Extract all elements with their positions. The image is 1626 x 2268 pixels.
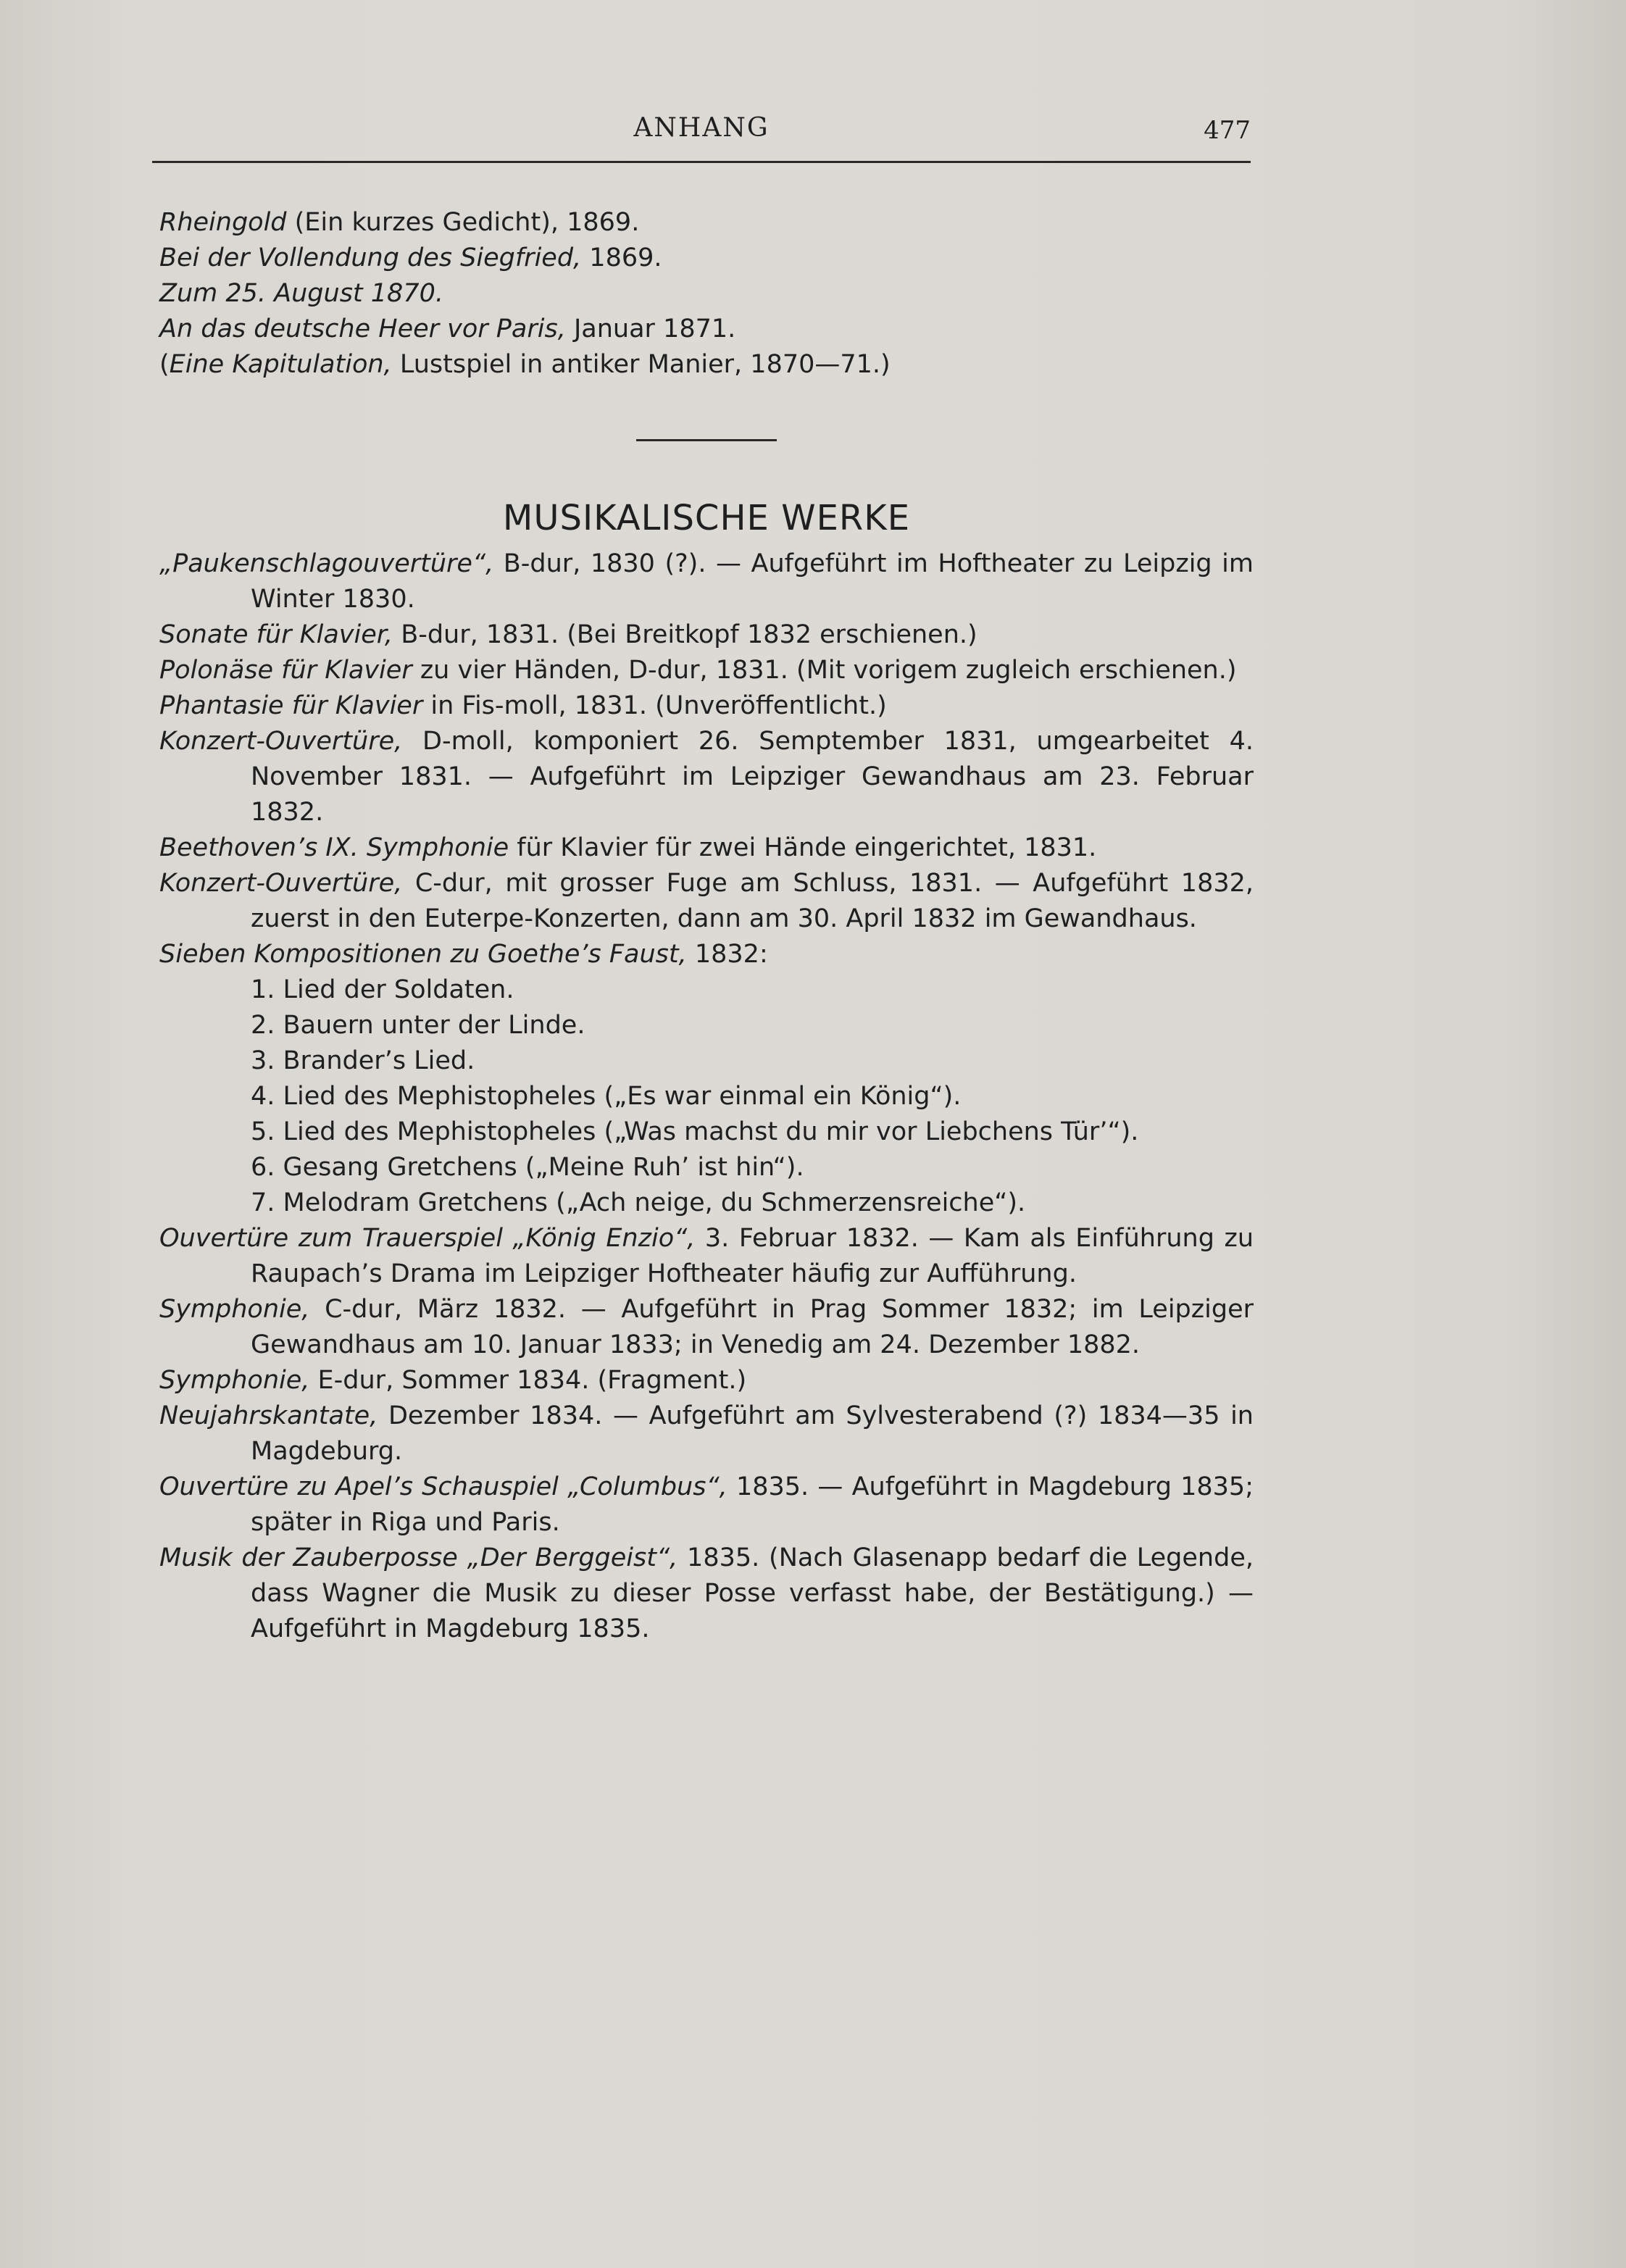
work-title: Symphonie, <box>159 1366 310 1395</box>
work-title: Symphonie, <box>159 1295 310 1324</box>
work-details: 1835. — Aufgeführt in Magdeburg 1835; später in Riga und Paris. <box>251 1472 1254 1537</box>
poem-details: (Ein kurzes Gedicht), 1869. <box>286 208 640 237</box>
faust-compositions-list <box>159 972 1254 1221</box>
poem-details: 1869. <box>581 243 662 272</box>
work-entry-12 <box>159 1398 1254 1469</box>
poem-list <box>159 205 1254 383</box>
poem-entry-4 <box>159 312 1254 347</box>
faust-item-2: 2. Bauern unter der Linde. <box>251 1011 585 1040</box>
work-details: B-dur, 1830 (?). — Aufgeführt im Hoftheater zu Leipzig im Winter 1830. <box>251 549 1254 614</box>
faust-item-1: 1. Lied der Soldaten. <box>251 975 514 1004</box>
work-title: Ouvertüre zu Apel’s Schauspiel „Columbus“, <box>159 1472 727 1501</box>
faust-item-3: 3. Brander’s Lied. <box>251 1046 475 1075</box>
poem-entry-3 <box>159 276 1254 312</box>
work-details: für Klavier für zwei Hände eingerichtet, 1831. <box>509 833 1097 862</box>
work-entry-3 <box>159 653 1254 688</box>
work-title: „Paukenschlagouvertüre“, <box>159 549 494 578</box>
poem-entry-1 <box>159 205 1254 241</box>
work-title: Ouvertüre zum Trauerspiel „König Enzio“, <box>159 1224 696 1253</box>
work-entry-4 <box>159 688 1254 724</box>
page-content <box>159 205 1254 1647</box>
running-head: ANHANG <box>633 113 770 143</box>
poem-details: Lustspiel in antiker Manier, 1870—71.) <box>391 350 891 379</box>
header-rule <box>152 161 1251 163</box>
work-title: Beethoven’s IX. Symphonie <box>159 833 509 862</box>
work-entry-13 <box>159 1469 1254 1541</box>
work-entry-1 <box>159 546 1254 617</box>
work-entry-10 <box>159 1292 1254 1363</box>
faust-item-4: 4. Lied des Mephistopheles („Es war einmal ein König“). <box>251 1082 962 1111</box>
faust-item-5: 5. Lied des Mephistopheles („Was machst du mir vor Liebchens Tür’“). <box>251 1117 1139 1146</box>
work-details: zu vier Händen, D-dur, 1831. (Mit vorigem zugleich erschienen.) <box>412 656 1237 685</box>
faust-item-6: 6. Gesang Gretchens („Meine Ruh’ ist hin“). <box>251 1153 804 1182</box>
work-details: E-dur, Sommer 1834. (Fragment.) <box>309 1366 747 1395</box>
work-entry-5 <box>159 724 1254 830</box>
work-details: C-dur, mit grosser Fuge am Schluss, 1831. — Aufgeführt 1832, zuerst in den Euterpe-Konzerten, dann am 30. April 1832 im Gewandhaus. <box>251 869 1254 933</box>
poem-title: An das deutsche Heer vor Paris, <box>159 314 566 343</box>
work-details: 1835. (Nach Glasenapp bedarf die Legende, dass Wagner die Musik zu dieser Posse verfasst habe, der Bestätigung.) — Aufgeführt in Magdeburg 1835. <box>251 1543 1254 1643</box>
section-title: MUSIKALISCHE WERKE <box>502 498 911 538</box>
work-title: Polonäse für Klavier <box>159 656 412 685</box>
poem-title: Bei der Vollendung des Siegfried, <box>159 243 582 272</box>
section-divider <box>636 439 777 441</box>
work-details: D-moll, komponiert 26. Semptember 1831, umgearbeitet 4. November 1831. — Aufgeführt im Leipziger Gewandhaus am 23. Februar 1832. <box>251 727 1254 827</box>
page-header <box>152 109 1251 159</box>
work-title: Konzert-Ouvertüre, <box>159 727 403 756</box>
work-details: 3. Februar 1832. — Kam als Einführung zu Raupach’s Drama im Leipziger Hoftheater häufig zur Aufführung. <box>251 1224 1254 1288</box>
work-details: in Fis-moll, 1831. (Unveröffentlicht.) <box>422 691 887 720</box>
work-details: 1832: <box>686 940 768 969</box>
work-entry-14 <box>159 1541 1254 1647</box>
work-title: Neujahrskantate, <box>159 1401 378 1430</box>
work-entry-11 <box>159 1363 1254 1398</box>
work-title: Sieben Kompositionen zu Goethe’s Faust, <box>159 940 687 969</box>
poem-entry-2 <box>159 241 1254 276</box>
work-details: C-dur, März 1832. — Aufgeführt in Prag Sommer 1832; im Leipziger Gewandhaus am 10. Januar 1833; in Venedig am 24. Dezember 1882. <box>251 1295 1254 1359</box>
poem-details: Januar 1871. <box>565 314 736 343</box>
poem-prefix: ( <box>159 350 170 379</box>
faust-item-7: 7. Melodram Gretchens („Ach neige, du Schmerzensreiche“). <box>251 1188 1026 1217</box>
work-entry-7 <box>159 866 1254 937</box>
work-title: Konzert-Ouvertüre, <box>159 869 403 898</box>
work-entry-6 <box>159 830 1254 866</box>
work-entry-9 <box>159 1221 1254 1292</box>
page-number: 477 <box>1204 116 1251 145</box>
poem-title: Eine Kapitulation, <box>169 350 392 379</box>
poem-title: Zum 25. August 1870. <box>159 279 443 308</box>
works-list <box>159 546 1254 1647</box>
work-title: Sonate für Klavier, <box>159 620 393 649</box>
work-title: Phantasie für Klavier <box>159 691 423 720</box>
poem-entry-5 <box>159 347 1254 383</box>
work-details: Dezember 1834. — Aufgeführt am Sylvesterabend (?) 1834—35 in Magdeburg. <box>251 1401 1254 1466</box>
work-title: Musik der Zauberposse „Der Berggeist“, <box>159 1543 678 1572</box>
work-details: B-dur, 1831. (Bei Breitkopf 1832 erschienen.) <box>393 620 977 649</box>
work-entry-2 <box>159 617 1254 653</box>
work-entry-8 <box>159 937 1254 972</box>
poem-title: Rheingold <box>159 208 287 237</box>
